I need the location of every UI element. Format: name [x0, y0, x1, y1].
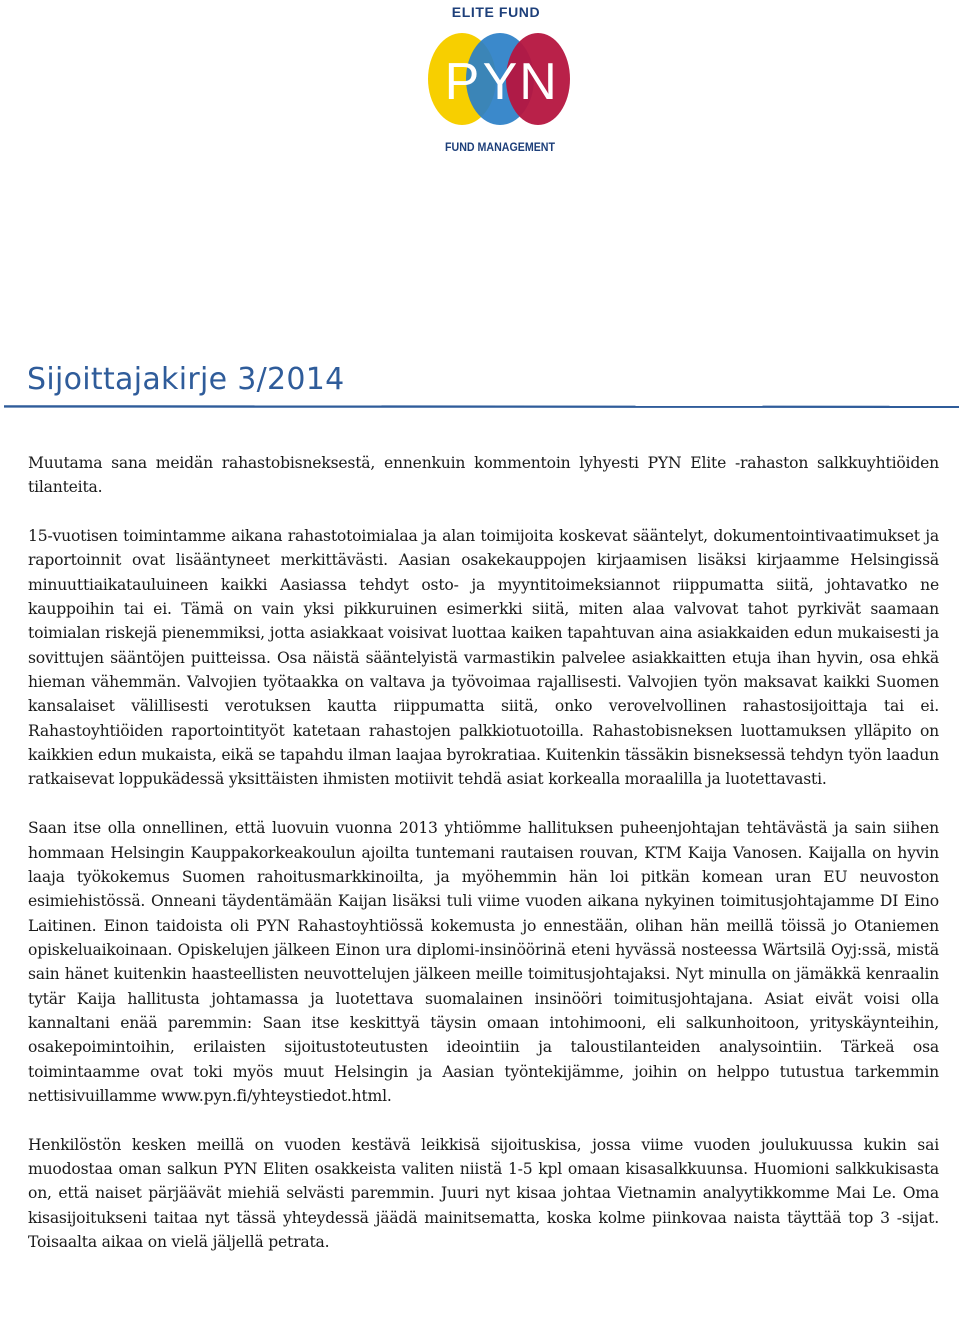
letter-body: [28, 451, 939, 1254]
paragraph-intro: Muutama sana meidän rahastobisneksestä, ennenkuin kommentoin lyhyesti PYN Elite -rahaston salkkuyhtiöiden tilanteita.: [28, 454, 939, 497]
logo-letter-y: Y: [482, 53, 518, 111]
logo-bottom-text: FUND MANAGEMENT: [445, 140, 556, 154]
pyn-logo: [418, 0, 570, 160]
paragraph-regulation: 15-vuotisen toimintamme aikana rahastotoimialaa ja alan toimijoita koskevat sääntelyt, dokumentointivaatimukset ja raportoinnit ovat lisääntyneet merkittävästi. Aasian osakekauppojen kirjaamisen lisäksi kirjaamme Helsingissä minuuttiaikatauluineen kaikki Aasiassa tehdyt osto- ja myyntitoimeksiannot riippumatta siitä, johtavatko ne kauppoihin tai ei. Tämä on vain yksi pikkuruinen esimerkki siitä, miten alaa valvovat tahot pyrkivät saamaan toimialan riskejä pienemmiksi, jotta asiakkaat voisivat luottaa kaiken tapahtuvan aina asiakkaiden edun mukaisesti ja sovittujen sääntöjen puitteissa. Osa näistä sääntelyistä varmastikin palvelee asiakkaitten etuja ihan hyvin, osa ehkä hieman vähemmän. Valvojien työtaakka on valtava ja työvoimaa rajallisesti. Valvojien työn maksavat kaikki Suomen kansalaiset välillisesti verotuksen kautta riippumatta siitä, onko verovelvollinen rahastosijoittaja tai ei. Rahastoyhtiöiden raportointityöt katetaan rahastojen palkkiotuotoilla. Rahastobisneksen luottamuksen ylläpito on kaikkien edun mukaista, eikä se tapahdu ilman laajaa byrokratiaa. Kuitenkin tässäkin bisneksessä tehdyn työn laadun ratkaisevat loppukädessä yksittäisten ihmisten motiivit tehdä asiat korkealla moraalilla ja luotettavasti.: [28, 527, 939, 789]
logo-letter-p: P: [444, 53, 480, 111]
page-title: Sijoittajakirje 3/2014: [27, 362, 345, 397]
paragraph-staff-competition: Henkilöstön kesken meillä on vuoden kestävä leikkisä sijoituskisa, jossa viime vuoden joulukuussa kukin sai muodostaa oman salkun PYN Eliten osakkeista valiten niistä 1-5 kpl omaan kisasalkkuunsa. Huomioni salkkukisasta on, että naiset pärjäävät miehiä selvästi paremmin. Juuri nyt kisaa johtaa Vietnamin analyytikkomme Mai Le. Oma kisasijoitukseni taitaa nyt tässä yhteydessä jäädä mainitsematta, koska kolme piinkovaa naista täyttää top 3 -sijat. Toisaalta aikaa on vielä jäljellä petrata.: [28, 1135, 939, 1251]
title-divider: [4, 404, 959, 409]
logo-top-text: ELITE FUND: [451, 4, 541, 20]
paragraph-management: Saan itse olla onnellinen, että luovuin vuonna 2013 yhtiömme hallituksen puheenjohtajan tehtävästä ja sain siihen hommaan Helsingin Kauppakorkeakoulun ajoilta tuntemani rautaisen rouvan, KTM Kaija Vanosen. Kaijalla on hyvin laaja työkokemus Suomen rahoitusmarkkinoilta, ja myöhemmin hän loi pitkän komean uran EU neuvoston esimiehistössä. Onneani täydentämään Kaijan lisäksi tuli viime vuoden aikana nykyinen toimitusjohtajamme DI Eino Laitinen. Einon taidoista oli PYN Rahastoyhtiössä kokemusta jo ennestään, olihan hän meillä töissä jo Otaniemen opiskeluaikoinaan. Opiskelujen jälkeen Einon ura diplomi-insinöörinä eteni hyvässä nosteessa Wärtsilä Oyj:ssä, mistä sain hänet kuitenkin haasteellisten neuvottelujen jälkeen meille toimitusjohtajaksi. Nyt minulla on jämäkkä kenraalin tytär Kaija hallitusta johtamassa ja luotettava suomalainen insinööri toimitusjohtajana. Asiat eivät voisi olla kannaltani enää paremmin: Saan itse keskittyä täysin omaan intohimooni, eli salkunhoitoon, yrityskäynteihin, osakepoimintoihin, erilaisten sijoitustoteutusten ideointiin ja taloustilanteiden analysointiin. Tärkeä osa toimintaamme ovat toki myös muut Helsingin ja Aasian työntekijämme, joihin on helppo tutustua tarkemmin nettisivuillamme www.pyn.fi/yhteystiedot.html.: [28, 819, 939, 1105]
logo-letter-n: N: [519, 53, 557, 111]
